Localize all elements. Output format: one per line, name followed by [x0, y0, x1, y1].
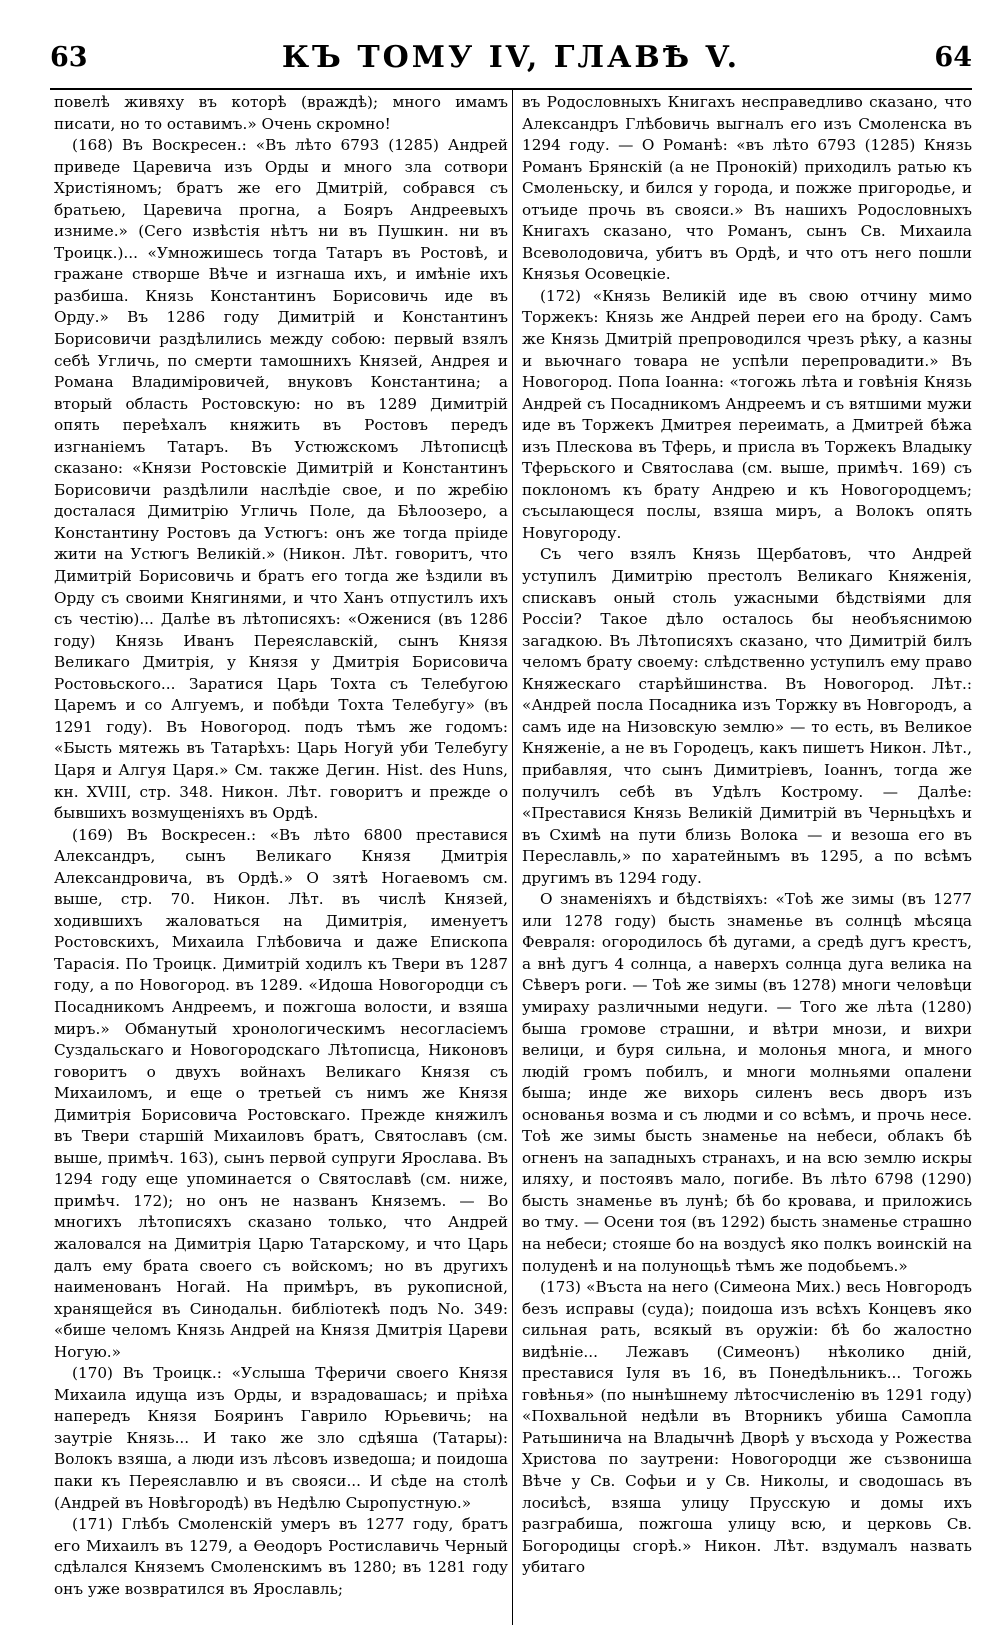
note-172: (172) «Князь Великій иде въ свою отчину мимо Торжекъ: Князь же Андрей переи его на броду. Самъ же Князь Дмитрій препроводился чрезъ рѣку, а казны и вьючнаго товара не успѣли перепровадити.» Въ Новогород. Попа Іоанна: «тогожь лѣта и говѣнія Князь Андрей съ Посадникомъ Андреемъ и съ вятшими мужи иде въ Торжекъ Дмитрея переимать, а Дмитрей бѣжа изъ Плескова въ Тферь, и присла въ Торжекъ Владыку Тферьского и Святослава (см. выше, примѣч. 169) съ поклономъ къ брату Андрею и къ Новогородцемъ; съсылающеся послы, взяша миръ, а Волокъ опять Новугороду. [522, 286, 972, 542]
note-169: (169) Въ Воскресен.: «Въ лѣто 6800 преставися Александръ, сынъ Великаго Князя Дмитрія Александровича, въ Ордѣ.» О зятѣ Ногаевомъ см. выше, стр. 70. Никон. Лѣт. въ числѣ Князей, ходившихъ жаловаться на Димитрія, именуетъ Ростовскихъ, Михаила Глѣбовича и даже Епископа Тарасія. По Троицк. Димитрій ходилъ къ Твери въ 1287 году, а по Новогород. въ 1289. «Идоша Новогородци съ Посадникомъ Андреемъ, и пожгоша волости, и взяша миръ.» Обманутый хронологическимъ несогласіемъ Суздальскаго и Новогородскаго Лѣтописца, Никоновъ говоритъ о двухъ войнахъ Великаго Князя съ Михаиломъ, и еще о третьей съ нимъ же Князя Димитрія Борисовича Ростовскаго. Прежде княжилъ въ Твери старшій Михаиловъ братъ, Святославъ (см. выше, примѣч. 163), сынъ первой супруги Ярослава. Въ 1294 году еще упоминается о Святославѣ (см. ниже, примѣч. 172); но онъ не названъ Княземъ. — Во многихъ лѣтописяхъ сказано только, что Андрей жаловался на Димитрія Царю Татарскому, и что Царь далъ ему брата своего съ войскомъ; но въ другихъ наименованъ Ногай. На примѣръ, въ рукописной, хранящейся въ Синодальн. библіотекѣ подъ No. 349: «бише челомъ Князь Андрей на Князя Дмитрія Цареви Ногую.» [54, 825, 508, 1361]
left-column [54, 92, 508, 1600]
header-rule [50, 88, 972, 90]
paragraph: О знаменіяхъ и бѣдствіяхъ: «Тоѣ же зимы (въ 1277 или 1278 году) бысть знаменье въ солнцѣ мѣсяца Февраля: огородилось бѣ дугами, а средѣ дугъ крестъ, а внѣ дугъ 4 солнца, а наверхъ солнца дуга велика на Сѣверъ роги. — Тоѣ же зимы (въ 1278) многи человѣци умираху различными недуги. — Того же лѣта (1280) быша громове страшни, и вѣтри мнози, и вихри велици, и буря сильна, и молонья многа, и много людій громъ побилъ, и многи молньями опалени быша; инде же вихорь силенъ весь дворъ изъ основанья возма и съ людми и со всѣмъ, и прочь несе. Тоѣ же зимы бысть знаменье на небеси, облакъ бѣ огненъ на западныхъ странахъ, и на всю землю искры иляху, и постоявъ мало, погибе. Въ лѣто 6798 (1290) бысть знаменье въ лунѣ; бѣ бо кровава, и приложись во тму. — Осени тоя (въ 1292) бысть знаменье страшно на небеси; стояше бо на воздусѣ яко полкъ воинскій на полуденѣ и на полунощьѣ тѣмъ же подобьемъ.» [522, 890, 972, 1275]
note-173: (173) «Въста на него (Симеона Мих.) весь Новгородъ безъ исправы (суда); поидоша изъ всѣхъ Концевъ яко сильная рать, всякый въ оружіи: бѣ бо жалостно видѣніе... Лежавъ (Симеонъ) нѣколико дній, преставися Іуля въ 16, въ Понедѣльникъ... Тогожь говѣнья» (по нынѣшнему лѣтосчисленію въ 1291 году) «Похвальной недѣли въ Вторникъ убиша Самопла Ратьшинича на Владычнѣ Дворѣ у въсхода у Рожества Христова по заутрени: Новогородци же съзвониша Вѣче у Св. Софьи и у Св. Николы, и сводошась въ лосиѣсѣ, взяша улицу Прусскую и домы ихъ разграбиша, пожгоша улицу всю, и церковь Св. Богородицы сгорѣ.» Никон. Лѣт. вздумалъ назвать убитаго [522, 1278, 972, 1577]
column-divider [512, 90, 513, 1625]
running-header [50, 40, 972, 80]
page-number-right: 64 [934, 42, 972, 73]
note-171: (171) Глѣбъ Смоленскій умеръ въ 1277 году, братъ его Михаилъ въ 1279, а Ѳеодоръ Ростиславичь Черный сдѣлался Княземъ Смоленскимъ въ 1280; въ 1281 году онъ уже возвратился въ Ярославль; [54, 1515, 508, 1598]
running-title: КЪ ТОМУ IV, ГЛАВѢ V. [281, 40, 741, 75]
page-number-left: 63 [50, 42, 88, 73]
paragraph: Съ чего взялъ Князь Щербатовъ, что Андрей уступилъ Димитрію престолъ Великаго Княженія, спискавъ оный столь ужасными бѣдствіями для Россіи? Такое дѣло осталось бы необъяснимою загадкою. Въ Лѣтописяхъ сказано, что Димитрій билъ челомъ брату своему: слѣдственно уступилъ ему право Княжескаго старѣйшинства. Въ Новогород. Лѣт.: «Андрей посла Посадника изъ Торжку въ Новгородъ, а самъ иде на Низовскую землю» — то есть, въ Великое Княженіе, а не въ Городецъ, какъ пишетъ Никон. Лѣт., прибавляя, что сынъ Димитріевъ, Іоаннъ, тогда же получилъ себѣ въ Удѣлъ Кострому. — Далѣе: «Преставися Князь Великій Димитрій въ Черньцѣхъ и въ Схимѣ на пути близь Волока — и везоша его въ Переславль,» по харатейнымъ въ 1295, а по всѣмъ другимъ въ 1294 году. [522, 545, 972, 887]
paragraph: повелѣ живяху въ которѣ (враждѣ); много имамъ писати, но то оставимъ.» Очень скромно! [54, 93, 508, 133]
right-column [522, 92, 972, 1579]
paragraph: въ Родословныхъ Книгахъ несправедливо сказано, что Александръ Глѣбовичь выгналъ его изъ Смоленска въ 1294 году. — О Романѣ: «въ лѣто 6793 (1285) Князь Романъ Брянскій (а не Пронокій) приходилъ ратью къ Смоленьску, и бился у города, и пожже пригородье, и отъиде прочь въ свояси.» Въ нашихъ Родословныхъ Книгахъ сказано, что Романъ, сынъ Св. Михаила Всеволодовича, убитъ въ Ордѣ, и что отъ него пошли Князья Осовецкіе. [522, 93, 972, 284]
note-168: (168) Въ Воскресен.: «Въ лѣто 6793 (1285) Андрей приведе Царевича изъ Орды и много зла сотвори Христіяномъ; братъ же его Дмитрій, собрався съ братьею, Царевича прогна, а Бояръ Андреевыхъ изниме.» (Сего извѣстія нѣтъ ни въ Пушкин. ни въ Троицк.)... «Умножишесь тогда Татаръ въ Ростовѣ, и гражане створше Вѣче и изгнаша ихъ, и имѣніе ихъ разбиша. Князь Константинъ Борисовичь иде въ Орду.» Въ 1286 году Димитрій и Константинъ Борисовичи раздѣлились между собою: первый взялъ себѣ Угличь, по смерти тамошнихъ Князей, Андрея и Романа Владиміровичей, внуковъ Константина; а вторый область Ростовскую: но въ 1289 Димитрій опять переѣхалъ княжить въ Ростовъ передъ изгнаніемъ Татаръ. Въ Устюжскомъ Лѣтописцѣ сказано: «Князи Ростовскіе Димитрій и Константинъ Борисовичи раздѣлили наслѣдіе свое, и по жребію досталася Димитрію Угличь Поле, да Бѣлоозеро, а Константину Ростовъ да Устюгъ: онъ же тогда пріиде жити на Устюгъ Великій.» (Никон. Лѣт. говоритъ, что Димитрій Борисовичь и братъ его тогда же ѣздили въ Орду съ своими Княгинями, и что Ханъ отпустилъ ихъ съ честію)... Далѣе въ лѣтописяхъ: «Оженися (въ 1286 году) Князь Иванъ Переяславскій, сынъ Князя Великаго Дмитрія, у Князя у Дмитрія Борисовича Ростовьского... Заратися Царь Тохта съ Телебугою Царемъ и со Алгуемъ, и побѣди Тохта Телебугу» (въ 1291 году). Въ Новогород. подъ тѣмъ же годомъ: «Бысть мятежь въ Татарѣхъ: Царь Ногуй уби Телебугу Царя и Алгуя Царя.» См. также Дегин. Hist. des Huns, кн. XVIII, стр. 348. Никон. Лѣт. говоритъ и прежде о бывшихъ возмущеніяхъ въ Ордѣ. [54, 136, 508, 823]
note-170: (170) Въ Троицк.: «Услыша Тферичи своего Князя Михаила идуща изъ Орды, и взрадовашась; и пріѣха напередъ Князя Бояринъ Гаврило Юрьевичь; на заутріе Князь... И тако же зло сдѣяша (Татары): Волокъ взяша, а люди изъ лѣсовъ изведоша; и поидоша паки къ Переяславлю и въ свояси... И сѣде на столѣ (Андрей въ Новѣгородѣ) въ Недѣлю Сыропустную.» [54, 1364, 508, 1512]
